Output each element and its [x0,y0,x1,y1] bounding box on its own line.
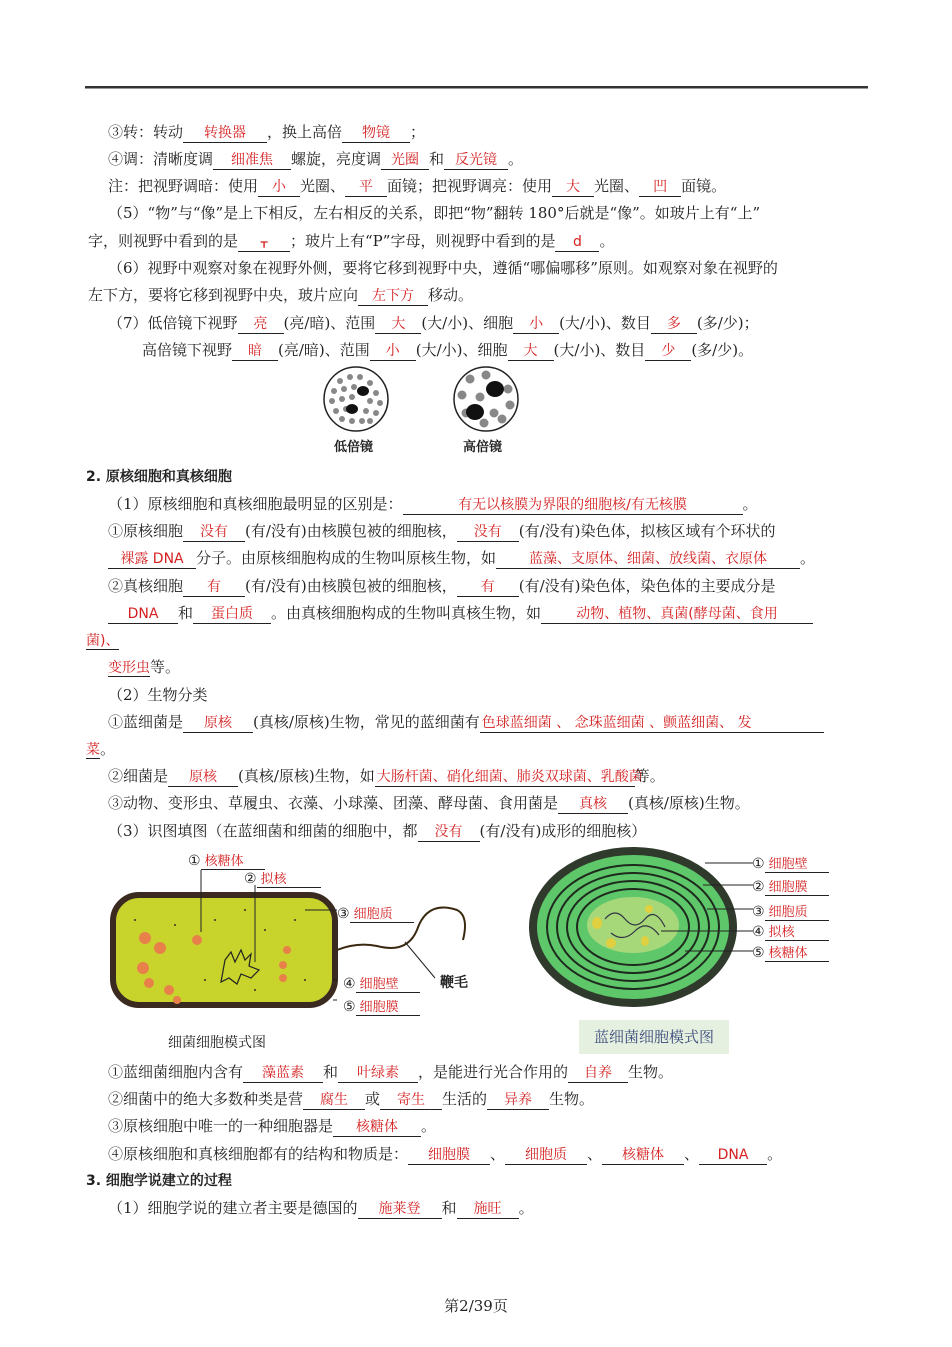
answer-blank[interactable]: 裸露 DNA [108,550,196,569]
section-heading: 3. 细胞学说建立的过程 [86,1173,232,1189]
classify-bacteria: ②细菌是 原核 (真核/原核)生物，如 大肠杆菌、硝化细菌、肺炎双球菌、乳酸菌等。 [108,767,665,785]
answer-blank[interactable]: 核糖体 [602,1146,684,1165]
answer-blank[interactable]: 叶绿素 [338,1064,418,1083]
item6-line1: （6）视野中观察对象在视野外侧，要将它移到视野中央，遵循“哪偏哪移”原则。如观察对象在视野的 [108,259,778,277]
eukaryote-line3: 菌)、 [86,633,120,649]
cyano-label-2: ② 细胞膜 [752,876,829,896]
answer-blank[interactable]: 平 [345,178,387,197]
answer-blank[interactable]: 细胞质 [505,1146,587,1165]
cell-theory-q1: （1）细胞学说的建立者主要是德国的 施莱登 和 施旺 。 [108,1199,534,1217]
classify-cyano: ①蓝细菌是 原核 (真核/原核)生物，常见的蓝细菌有 色球蓝细菌 、 念珠蓝细菌 、颤蓝细菌、 发 [108,712,824,733]
prokaryote-line1: ①原核细胞 没有 (有/没有)由核膜包被的细胞核， 没有 (有/没有)染色体，拟核区域有个环状的 [108,522,776,540]
fact-3: ③原核细胞中唯一的一种细胞器是 核糖体 。 [108,1117,437,1135]
prokaryote-line2: 裸露 DNA 分子。由原核细胞构成的生物叫原核生物，如 蓝藻、支原体、细菌、放线菌、衣原体 。 [108,548,815,569]
answer-blank[interactable]: 左下方 [358,287,428,306]
answer-blank[interactable]: 细准焦 [213,151,291,170]
fact-1: ①蓝细菌细胞内含有 藻蓝素 和 叶绿素 ，是能进行光合作用的 自养 生物。 [108,1063,674,1081]
answer-blank[interactable]: 核糖体 [333,1118,421,1137]
answer-blank[interactable]: 物镜 [342,124,410,143]
cyano-label-3: ③ 细胞质 [752,901,829,921]
answer-blank[interactable]: DNA [699,1146,767,1165]
q2-heading: （2）生物分类 [108,686,208,704]
answer-blank[interactable]: 原核 [183,714,253,733]
answer-blank[interactable]: DNA [108,605,178,624]
flagellum-label: 鞭毛 [440,975,468,991]
classify-eukaryotes: ③动物、变形虫、草履虫、衣藻、小球藻、团藻、酵母菌、食用菌是 真核 (真核/原核)生物。 [108,794,750,812]
high-power-label: 高倍镜 [463,440,503,455]
item7-high: 高倍镜下视野 暗 (亮/暗)、范围 小 (大/小)、细胞 大 (大/小)、数目 少 (多/少)。 [142,341,754,359]
answer-blank[interactable]: 藻蓝素 [243,1064,323,1083]
item5-line2: 字，则视野中看到的是 ᚁ ；玻片上有“P”字母，则视野中看到的是 d 。 [88,232,615,250]
answer-blank[interactable]: 蓝藻、支原体、细菌、放线菌、衣原体 [496,550,800,569]
fact-4: ④原核细胞和真核细胞都有的结构和物质是： 细胞膜 、 细胞质 、 核糖体 、 DNA 。 [108,1145,783,1163]
answer-blank[interactable]: 大 [508,342,554,361]
item7-low: （7）低倍镜下视野 亮 (亮/暗)、范围 大 (大/小)、细胞 小 (大/小)、数目 多 (多/少)； [108,314,759,332]
item6-line2: 左下方，要将它移到视野中央，玻片应向 左下方 移动。 [88,286,474,304]
low-power-label: 低倍镜 [334,440,374,455]
answer-blank[interactable]: 异养 [487,1091,549,1110]
answer-blank[interactable]: 施旺 [457,1200,519,1219]
cyano-caption: 蓝细菌细胞模式图 [579,1020,729,1054]
answer-blank[interactable]: 有 [183,578,245,597]
cyano-label-5: ⑤ 核糖体 [752,942,829,962]
bacteria-label-2: ② 拟核 [244,868,321,888]
answer-blank[interactable]: 少 [645,342,691,361]
answer-blank[interactable]: 变形虫 [108,660,150,676]
section-heading: 2. 原核细胞和真核细胞 [86,469,232,485]
answer-blank[interactable]: 原核 [168,768,238,787]
answer-blank[interactable]: ᚁ [238,233,290,252]
low-power-field [324,367,388,431]
step-rotate: ③转：转动 转换器 ，换上高倍 物镜 ； [108,123,426,141]
step-adjust: ④调：清晰度调 细准焦 螺旋，亮度调 光圈 和 反光镜 。 [108,150,524,168]
cyano-label-4: ④ 拟核 [752,921,829,941]
answer-blank[interactable]: 动物、植物、真菌(酵母菌、食用 [541,605,813,624]
answer-blank[interactable]: 真核 [558,795,628,814]
answer-blank[interactable]: 多 [651,315,697,334]
answer-blank[interactable]: 亮 [238,315,284,334]
answer-blank[interactable]: 自养 [568,1064,628,1083]
answer-blank[interactable]: 腐生 [303,1091,365,1110]
answer-blank[interactable]: 蛋白质 [193,605,271,624]
cyano-label-1: ① 细胞壁 [752,853,829,873]
cyanobacteria-cell-diagram [525,845,755,1015]
answer-blank[interactable]: 有无以核膜为界限的细胞核/有无核膜 [403,496,743,515]
classify-cyano-cont: 菜。 [86,740,116,758]
bacteria-label-1: ① 核糖体 [188,850,265,870]
q3-line: （3）识图填图（在蓝细菌和细菌的细胞中，都 没有 (有/没有)成形的细胞核） [108,822,647,840]
fact-2: ②细菌中的绝大多数种类是营 腐生 或 寄生 生活的 异养 生物。 [108,1090,595,1108]
bacteria-label-3: ③ 细胞质 [337,903,414,923]
answer-blank[interactable]: 小 [258,178,300,197]
answer-blank[interactable]: 色球蓝细菌 、 念珠蓝细菌 、颤蓝细菌、 发 [480,714,824,733]
answer-blank[interactable]: 细胞膜 [408,1146,490,1165]
answer-blank[interactable]: 反光镜 [444,151,508,170]
answer-blank[interactable]: 没有 [183,523,245,542]
eukaryote-line1: ②真核细胞 有 (有/没有)由核膜包被的细胞核， 有 (有/没有)染色体，染色体的主要成分是 [108,577,776,595]
answer-blank[interactable]: 大肠杆菌、硝化细菌、肺炎双球菌、乳酸菌 [376,769,643,785]
answer-blank[interactable]: 有 [457,578,519,597]
note-line: 注：把视野调暗：使用 小 光圈、 平 面镜；把视野调亮：使用 大 光圈、 凹 面镜。 [108,177,727,195]
answer-blank[interactable]: 施莱登 [358,1200,442,1219]
bacteria-label-4: ④ 细胞壁 [343,973,420,993]
answer-blank[interactable]: 没有 [418,823,480,842]
answer-blank[interactable]: 小 [513,315,559,334]
answer-blank[interactable]: 没有 [457,523,519,542]
answer-blank[interactable]: 凹 [639,178,681,197]
high-power-field [454,367,518,431]
q1-line: （1）原核细胞和真核细胞最明显的区别是： 有无以核膜为界限的细胞核/有无核膜 。 [108,495,758,513]
answer-blank[interactable]: 小 [370,342,416,361]
answer-blank[interactable]: d [555,233,599,252]
answer-blank[interactable]: 大 [552,178,594,197]
answer-blank[interactable]: 光圈 [381,151,429,170]
page-number: 第2/39页 [444,1297,508,1315]
bacteria-caption: 细菌细胞模式图 [168,1035,266,1051]
answer-blank[interactable]: 寄生 [380,1091,442,1110]
bacteria-label-5: ⑤ 细胞膜 [343,996,420,1016]
item5-line1: （5）“物”与“像”是上下相反，左右相反的关系，即把“物”翻转 180°后就是“像”。如玻片上有“上” [108,204,761,222]
eukaryote-line2: DNA 和 蛋白质 。由真核细胞构成的生物叫真核生物，如 动物、植物、真菌(酵母菌、食用 [108,603,813,624]
answer-blank[interactable]: 转换器 [183,124,267,143]
answer-blank[interactable]: 暗 [232,342,278,361]
eukaryote-line4: 变形虫等。 [108,658,181,676]
answer-blank[interactable]: 大 [375,315,421,334]
header-rule [85,86,868,88]
microscope-field-figure [320,365,530,435]
